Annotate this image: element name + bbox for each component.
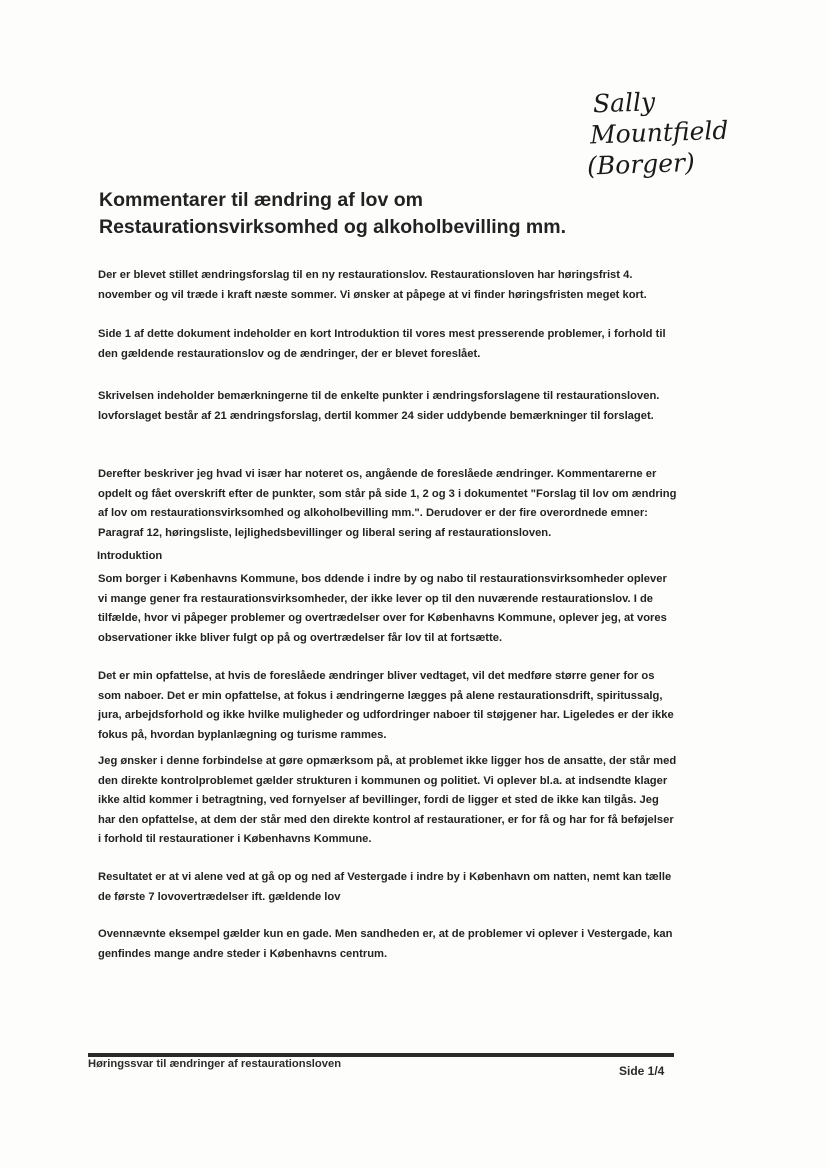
paragraph-letter-contents: Skrivelsen indeholder bemærkningerne til de enkelte punkter i ændringsforslagene til restaurationsloven. lovforslaget består af 21 ændringsforslag, dertil kommer 24 sider uddybende bemærkninger til forslaget. xyxy=(98,390,660,422)
paragraph-structure: Derefter beskriver jeg hvad vi især har noteret os, angående de foreslåede ændringer. Kommentarerne er opdelt og fået overskrift efter de punkter, som står på side 1, 2 og 3 i dokumentet "Forslag til lov om ændring af lov om restaurationsvirksomhed og alkoholbevilling mm.". Derudover er der fire overordnede emner: Paragraf 12, høringsliste, lejlighedsbevillinger og liberal sering af restaurationsloven. xyxy=(98,468,677,539)
handwritten-name: Sally xyxy=(592,87,656,119)
document-title: Kommentarer til ændring af lov om Restaurationsvirksomhed og alkoholbevilling mm. xyxy=(99,189,567,238)
paragraph-example-note: Ovennævnte eksempel gælder kun en gade. Men sandheden er, at de problemer vi oplever i Vestergade, kan genfindes mange andre steder i Københavns centrum. xyxy=(98,928,673,960)
paragraph-control-problems: Jeg ønsker i denne forbindelse at gøre opmærksom på, at problemet ikke ligger hos de ansatte, der står med den direkte kontrolproblemet gælder strukturen i kommunen og politiet. Vi oplever bl.a. at indsendte klager ikke altid kommer i betragtning, ved fornyelser af bevillinger, fordi de ligger et sted de ikke kan tilgås. Jeg har den opfattelse, at dem der står med den direkte kontrol af restaurationer, er for få og har for få beføjelser i forhold til restaurationer i Københavns Kommune. xyxy=(98,755,677,845)
footer-page-number: Side 1/4 xyxy=(619,1064,665,1078)
paragraph-vestergade-result: Resultatet er at vi alene ved at gå op og ned af Vestergade i indre by i København om natten, nemt kan tælle de første 7 lovovertrædelser ift. gældende lov xyxy=(98,871,672,903)
footer-divider xyxy=(88,1053,674,1057)
paragraph-document-overview: Side 1 af dette dokument indeholder en kort Introduktion til vores mest presserende problemer, i forhold til den gældende restaurationslov og de ændringer, der er blevet foreslået. xyxy=(98,328,666,360)
handwritten-role: (Borger) xyxy=(586,147,696,181)
paragraph-citizen-experience: Som borger i Københavns Kommune, bos ddende i indre by og nabo til restaurationsvirksomheder oplever vi mange gener fra restaurationsvirksomheder, der ikke lever op til den nuværende restaurationslov. I de tilfælde, hvor vi påpeger problemer og overtrædelser over for Københavns Kommune, oplever jeg, at vores observationer ikke bliver fulgt op på og overtrædelser får lov til at fortsætte. xyxy=(98,573,667,644)
handwritten-surname: Mountfield xyxy=(589,115,729,150)
paragraph-hearing-deadline: Der er blevet stillet ændringsforslag til en ny restaurationslov. Restaurationsloven har høringsfrist 4. november og vil træde i kraft næste sommer. Vi ønsker at påpege at vi finder høringsfristen meget kort. xyxy=(98,269,647,301)
handwritten-annotation xyxy=(584,83,737,181)
footer-document-name: Høringssvar til ændringer af restaurationsloven xyxy=(88,1058,342,1070)
section-heading-introduction: Introduktion xyxy=(97,550,163,562)
paragraph-opinion-on-changes: Det er min opfattelse, at hvis de foreslåede ændringer bliver vedtaget, vil det medføre større gener for os som naboer. Det er min opfattelse, at fokus i ændringerne lægges på alene restaurationsdrift, spiritussalg, jura, arbejdsforhold og ikke hvilke muligheder og udfordringer naboer til støjgener har. Ligeledes er der ikke fokus på, hvordan byplanlægning og turisme rammes. xyxy=(98,670,674,741)
